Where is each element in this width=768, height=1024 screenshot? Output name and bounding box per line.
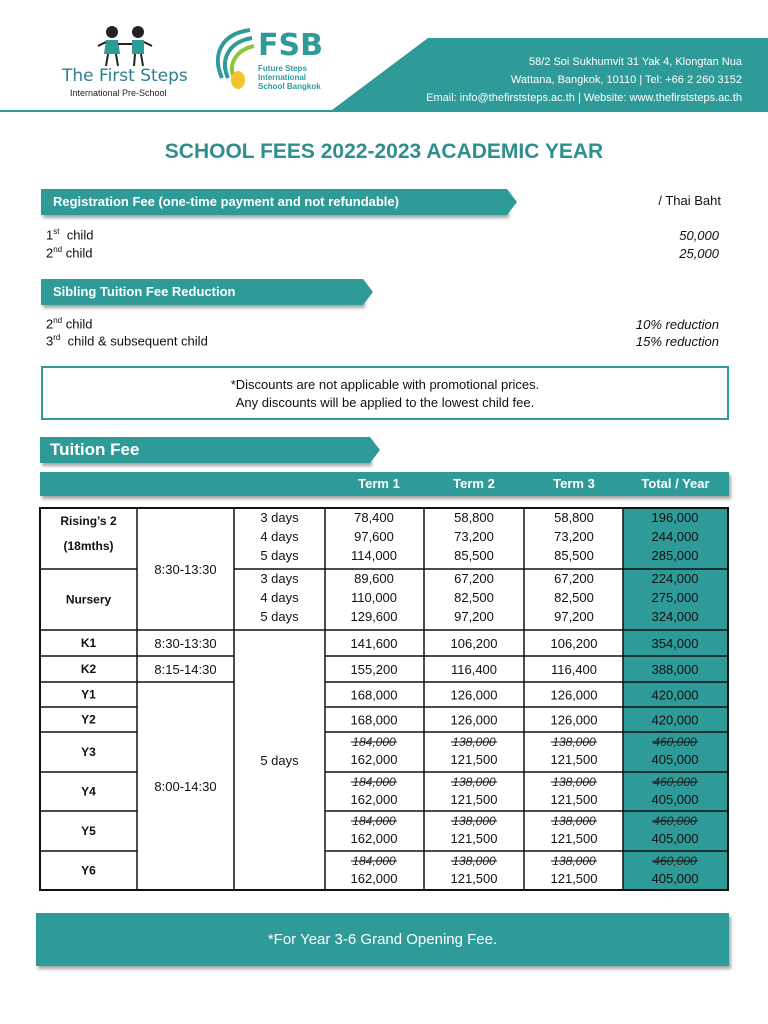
term-value: 121,500 [550, 831, 598, 846]
term-value: 78,400 [354, 510, 394, 525]
total-value: 354,000 [651, 636, 699, 651]
logo-left-name: The First Steps [62, 66, 188, 86]
term-value: 121,500 [550, 752, 598, 767]
total-value: 275,000 [651, 590, 699, 605]
term-value: 141,600 [350, 636, 398, 651]
term-value: 126,000 [550, 712, 598, 728]
term-value: 106,200 [450, 636, 498, 651]
term-value: 58,800 [454, 510, 494, 525]
tuition-heading: Tuition Fee [40, 437, 370, 463]
term-value: 97,200 [454, 609, 494, 624]
struck-price: 138,000 [552, 814, 596, 828]
term-value: 67,200 [554, 571, 594, 586]
total-value: 224,000 [651, 571, 699, 586]
grand-opening-note: *For Year 3-6 Grand Opening Fee. [36, 913, 729, 966]
struck-price: 460,000 [653, 814, 697, 828]
sibling-row-1-label: 2nd child [46, 316, 93, 332]
term-value: 121,500 [550, 792, 598, 807]
struck-price: 184,000 [352, 854, 396, 868]
struck-price: 460,000 [653, 854, 697, 868]
registration-row-2-value: 25,000 [679, 246, 719, 261]
term-value: 85,500 [554, 548, 594, 563]
col-term-2: Term 2 [453, 476, 495, 491]
term-value: 82,500 [454, 590, 494, 605]
term-value: 162,000 [350, 871, 398, 886]
grade-label: Y6 [81, 863, 96, 878]
struck-price: 138,000 [552, 735, 596, 749]
term-value: 129,600 [350, 609, 398, 624]
grade-label: K2 [80, 662, 97, 676]
notice-line-1: *Discounts are not applicable with promotional prices. [230, 377, 540, 392]
time-label: 8:15-14:30 [154, 662, 217, 677]
sibling-heading: Sibling Tuition Fee Reduction [41, 279, 363, 305]
contact-line: Email: info@thefirststeps.ac.th | Website: www.thefirststeps.ac.th [426, 92, 742, 104]
struck-price: 460,000 [653, 775, 697, 789]
term-value: 116,400 [550, 662, 598, 677]
term-value: 121,500 [450, 831, 498, 846]
term-value: 58,800 [554, 510, 594, 525]
term-value: 89,600 [354, 571, 394, 586]
total-value: 196,000 [651, 510, 699, 525]
struck-price: 460,000 [653, 735, 697, 749]
total-value: 244,000 [651, 529, 699, 544]
days-label: 4 days [260, 590, 299, 605]
grade-label: Y3 [81, 745, 96, 759]
term-value: 155,200 [350, 662, 398, 677]
grade-label: (18mths) [63, 539, 114, 553]
registration-heading: Registration Fee (one-time payment and not refundable) [41, 189, 507, 215]
term-value: 162,000 [350, 752, 398, 767]
sibling-row-1-value: 10% reduction [635, 317, 719, 332]
struck-price: 138,000 [452, 775, 496, 789]
grade-label: Y4 [81, 784, 96, 799]
total-value: 388,000 [651, 662, 699, 677]
term-value: 121,500 [550, 871, 598, 886]
days-label: 5 days [260, 548, 299, 563]
struck-price: 184,000 [352, 814, 396, 828]
term-value: 73,200 [554, 529, 594, 544]
term-value: 116,400 [450, 662, 498, 677]
total-value: 405,000 [651, 831, 699, 846]
col-term-3: Term 3 [553, 476, 595, 491]
days-label: 5 days [260, 753, 299, 768]
grade-label: Y2 [81, 712, 96, 727]
currency-label: / Thai Baht [658, 193, 721, 208]
struck-price: 138,000 [452, 854, 496, 868]
address-line-2: Wattana, Bangkok, 10110 | Tel: +66 2 260 3152 [510, 74, 742, 86]
term-value: 168,000 [350, 712, 398, 728]
notice-line-2: Any discounts will be applied to the lowest child fee. [235, 395, 535, 410]
registration-row-1-value: 50,000 [679, 228, 719, 243]
logo-right-sub: Future Steps International School Bangkok [258, 64, 321, 91]
registration-row-1-label: 1st child [46, 227, 94, 243]
sibling-row-2-label: 3rd child & subsequent child [46, 333, 208, 349]
days-label: 5 days [260, 609, 299, 624]
term-value: 126,000 [450, 687, 498, 703]
term-value: 126,000 [550, 687, 598, 703]
time-label: 8:00-14:30 [154, 779, 217, 794]
term-value: 121,500 [450, 792, 498, 807]
term-value: 97,600 [354, 529, 394, 544]
total-value: 405,000 [651, 871, 699, 886]
term-value: 67,200 [454, 571, 494, 586]
grade-label: K1 [80, 636, 97, 650]
term-value: 85,500 [454, 548, 494, 563]
time-label: 8:30-13:30 [154, 636, 217, 651]
grade-label: Y1 [81, 687, 96, 702]
total-value: 420,000 [651, 687, 699, 703]
term-value: 106,200 [550, 636, 598, 651]
total-value: 405,000 [651, 792, 699, 807]
days-label: 3 days [260, 510, 299, 525]
term-value: 73,200 [454, 529, 494, 544]
days-label: 4 days [260, 529, 299, 544]
term-value: 121,500 [450, 871, 498, 886]
page-title: SCHOOL FEES 2022-2023 ACADEMIC YEAR [164, 140, 604, 163]
struck-price: 138,000 [452, 735, 496, 749]
col-total: Total / Year [641, 476, 710, 491]
days-label: 3 days [260, 571, 299, 586]
sibling-row-2-value: 15% reduction [635, 334, 719, 349]
grade-label: Y5 [81, 824, 96, 838]
time-label: 8:30-13:30 [154, 562, 217, 577]
struck-price: 138,000 [552, 775, 596, 789]
term-value: 97,200 [554, 609, 594, 624]
term-value: 126,000 [450, 712, 498, 728]
term-value: 162,000 [350, 831, 398, 846]
grade-label: Rising’s 2 [60, 514, 117, 528]
logo-left-sub: International Pre-School [70, 88, 167, 98]
struck-price: 184,000 [352, 775, 396, 789]
col-term-1: Term 1 [358, 476, 400, 491]
logo-right-name: FSB [258, 28, 323, 63]
total-value: 324,000 [651, 609, 699, 624]
registration-row-2-label: 2nd child [46, 245, 93, 261]
total-value: 285,000 [651, 548, 699, 563]
term-value: 82,500 [554, 590, 594, 605]
address-line-1: 58/2 Soi Sukhumvit 31 Yak 4, Klongtan Nua [528, 56, 742, 68]
struck-price: 138,000 [452, 814, 496, 828]
term-value: 114,000 [350, 548, 398, 563]
term-value: 121,500 [450, 752, 498, 767]
term-value: 168,000 [350, 687, 398, 703]
term-value: 110,000 [350, 590, 398, 605]
struck-price: 138,000 [552, 854, 596, 868]
term-value: 162,000 [350, 792, 398, 807]
total-value: 405,000 [651, 752, 699, 767]
total-value: 420,000 [651, 712, 699, 728]
struck-price: 184,000 [352, 735, 396, 749]
grade-label: Nursery [65, 592, 112, 607]
